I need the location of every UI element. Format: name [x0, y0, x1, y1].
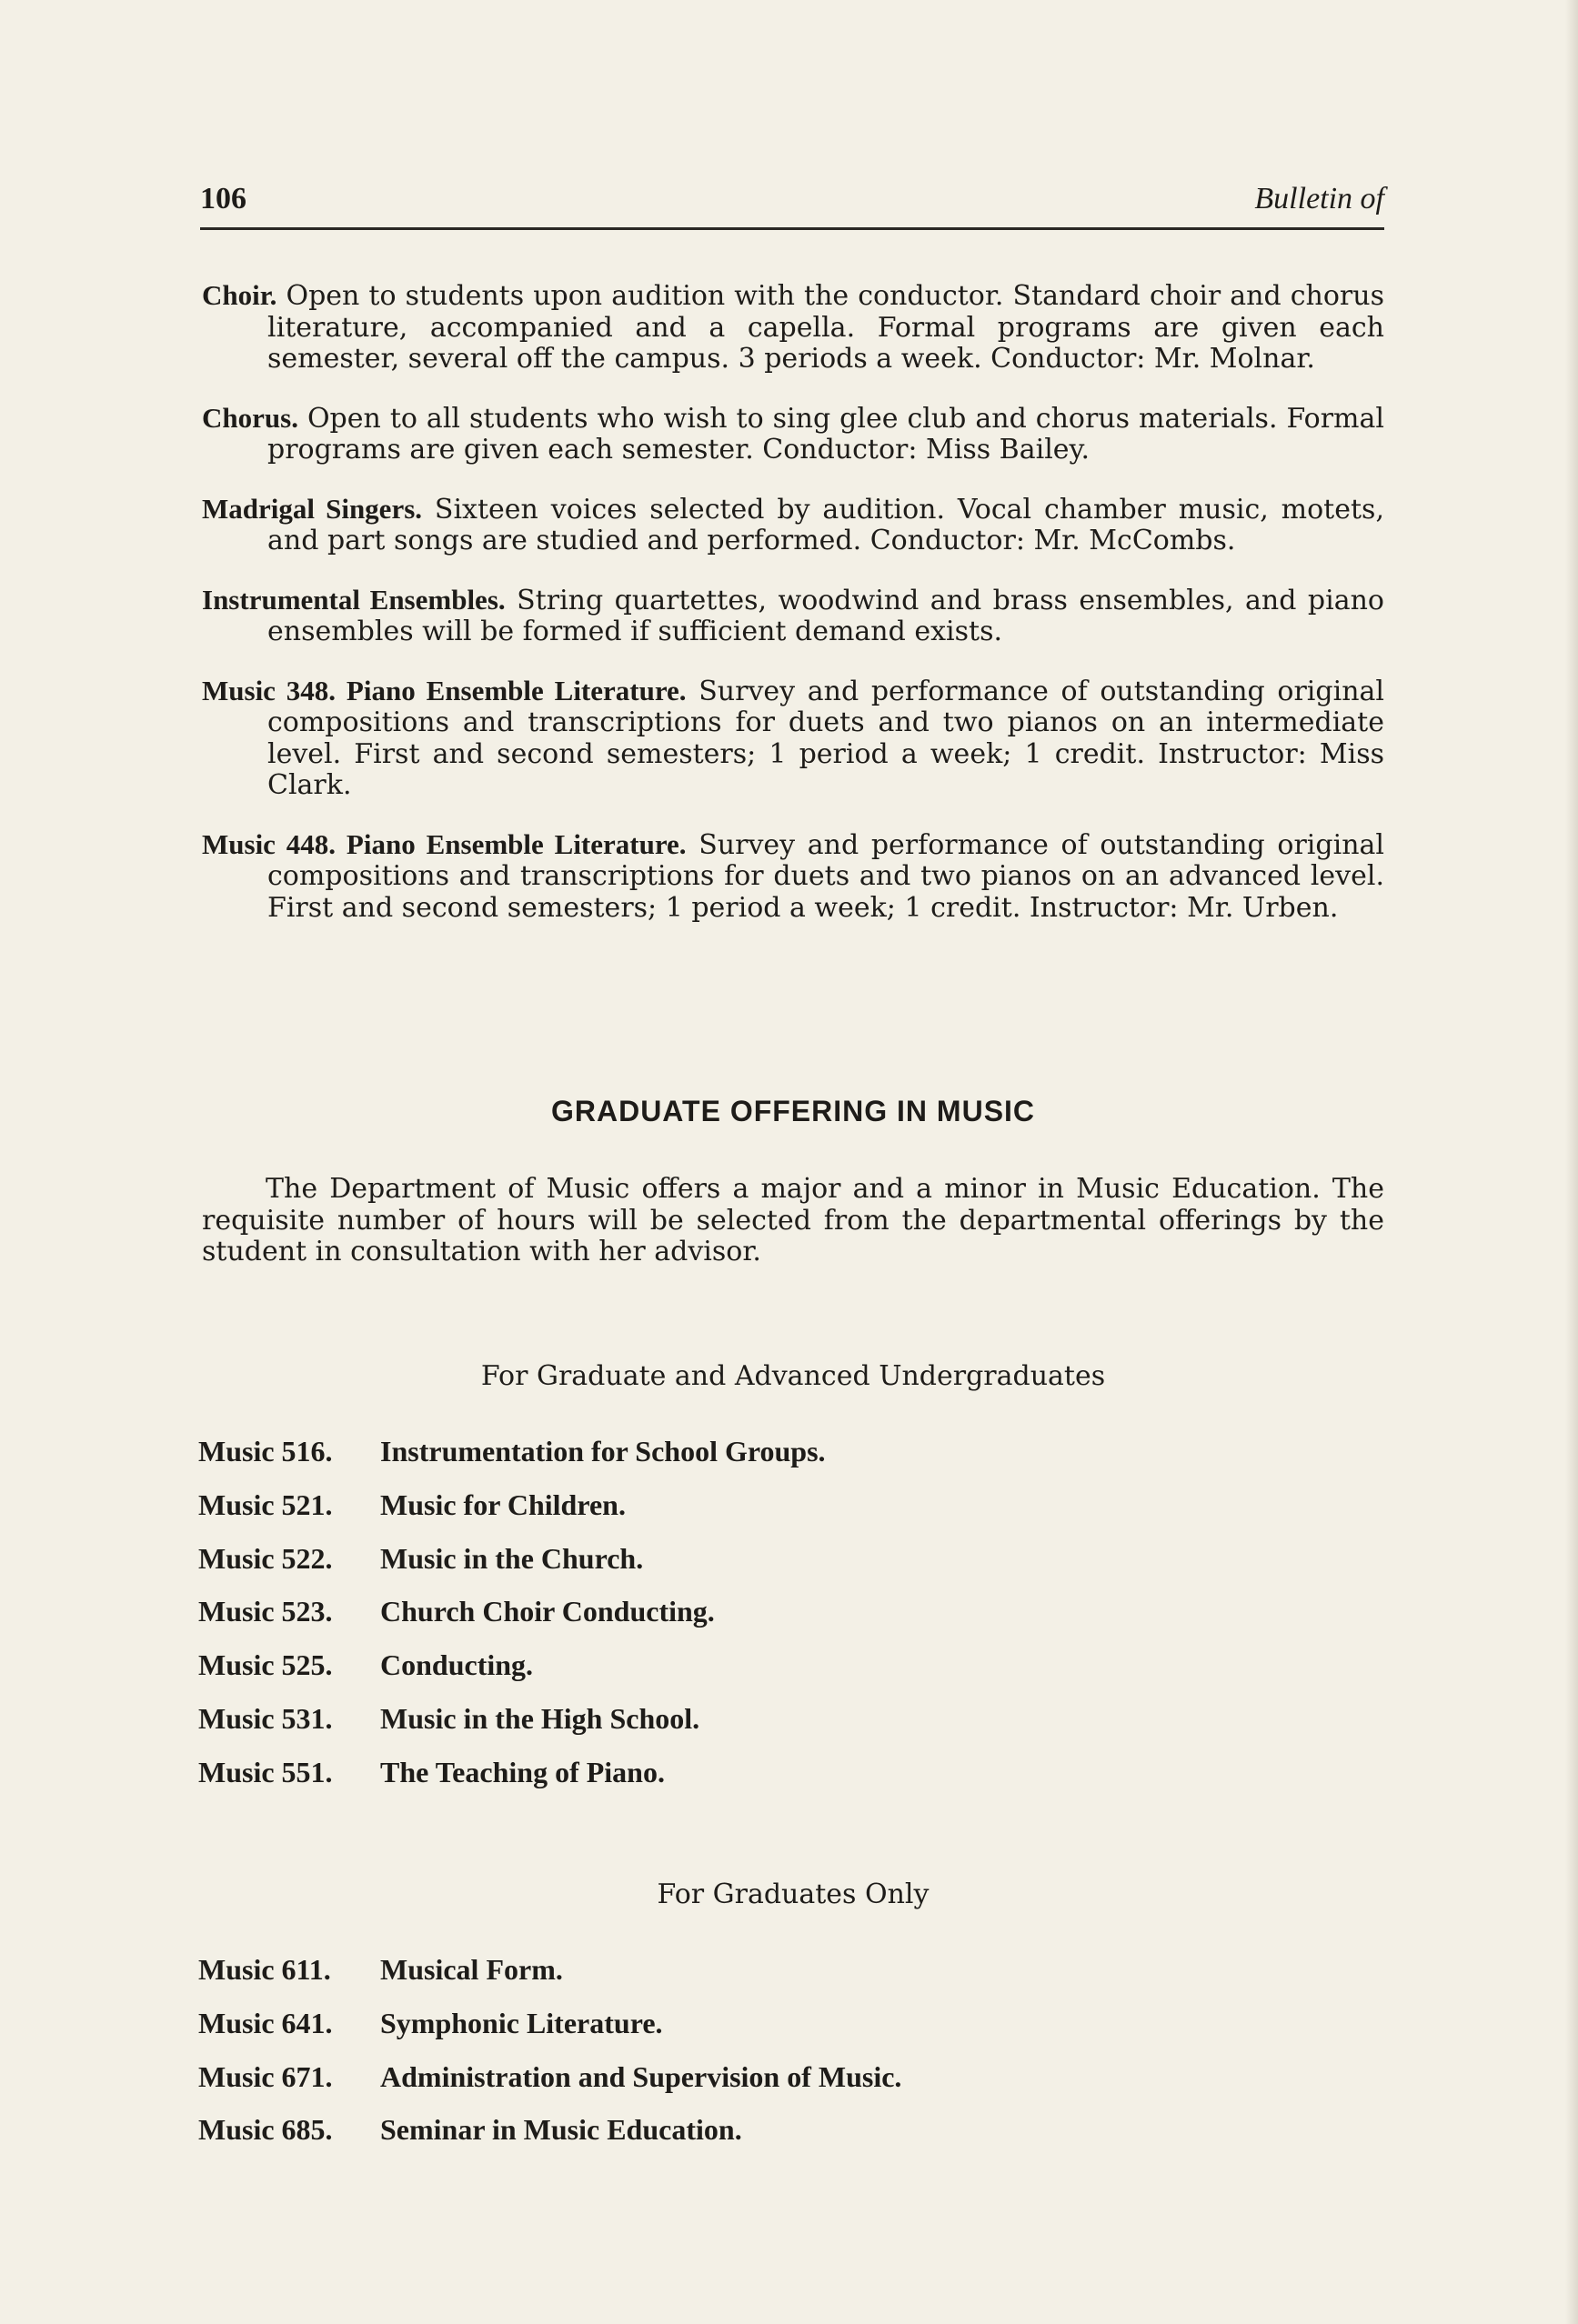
graduate-section-heading: GRADUATE OFFERING IN MUSIC: [550, 1095, 1036, 1127]
course-number: Music 641.: [198, 2006, 333, 2039]
entry-body: Open to students upon audition with the conductor. Standard choir and chorus literature, accompanied and a capella. Formal programs are given each semester, several off the campus. 3 periods a week. Conductor: Mr. Molnar.: [267, 280, 1384, 375]
graduates-only-heading: For Graduates Only: [657, 1878, 930, 1910]
advanced-undergraduates-heading: For Graduate and Advanced Undergraduates: [480, 1360, 1106, 1392]
entry-title: Music 348. Piano Ensemble Literature.: [202, 674, 687, 706]
entry-madrigal-singers: [202, 494, 1384, 557]
list-item: [198, 1595, 1381, 1648]
course-title: The Teaching of Piano.: [380, 1755, 665, 1788]
entry-choir: [202, 280, 1384, 376]
course-number: Music 611.: [198, 1953, 331, 1986]
course-number: Music 551.: [198, 1755, 333, 1788]
course-number: Music 523.: [198, 1595, 333, 1628]
course-title: Music in the Church.: [380, 1541, 644, 1575]
entry-instrumental-ensembles: [202, 585, 1384, 648]
list-item: [198, 1756, 1381, 1809]
list-item: [198, 2060, 1381, 2114]
entry-music-348: [202, 676, 1384, 802]
course-title: Seminar in Music Education.: [380, 2113, 742, 2147]
list-item: [198, 1702, 1381, 1756]
page-edge-shadow: [1565, 0, 1578, 2324]
entry-body: Survey and performance of outstanding original compositions and transcriptions for duets and two pianos on an intermediate level. First and second semesters; 1 period a week; 1 credit. Instructor: Miss Clark.: [267, 675, 1385, 801]
entry-title: Instrumental Ensembles.: [202, 583, 506, 616]
list-item: [198, 1542, 1381, 1596]
entry-body: Survey and performance of outstanding original compositions and transcriptions for duets and two pianos on an advanced level. First and second semesters; 1 period a week; 1 credit. Instructor: Mr. Urben.: [267, 828, 1385, 924]
list-item: [198, 1488, 1381, 1542]
course-number: Music 522.: [198, 1541, 333, 1575]
course-number: Music 525.: [198, 1648, 333, 1682]
list-item: [198, 1953, 1381, 2007]
entry-body: Sixteen voices selected by audition. Vocal chamber music, motets, and part songs are studied and performed. Conductor: Mr. McCombs.: [267, 493, 1384, 556]
entry-body: Open to all students who wish to sing glee club and chorus materials. Formal programs are given each semester. Conductor: Miss Bailey.: [267, 402, 1384, 466]
entry-title: Music 448. Piano Ensemble Literature.: [202, 827, 687, 860]
graduate-course-list: [198, 1953, 1381, 2167]
course-title: Administration and Supervision of Music.: [380, 2059, 902, 2093]
list-item: [198, 1648, 1381, 1702]
course-number: Music 516.: [198, 1435, 333, 1468]
course-title: Instrumentation for School Groups.: [380, 1435, 826, 1468]
entry-title: Chorus.: [202, 401, 298, 434]
course-number: Music 531.: [198, 1701, 333, 1735]
page-header: [200, 182, 1384, 230]
course-title: Music for Children.: [380, 1488, 626, 1521]
running-head: Bulletin of: [1254, 182, 1384, 215]
course-entries: [202, 280, 1384, 945]
list-item: [198, 1435, 1381, 1488]
course-number: Music 685.: [198, 2113, 333, 2147]
list-item: [198, 2007, 1381, 2060]
graduate-intro-paragraph: The Department of Music offers a major and a minor in Music Education. The requisite number of hours will be selected from the departmental offerings by the student in consultation with her advisor.: [202, 1173, 1384, 1267]
course-number: Music 671.: [198, 2059, 333, 2093]
list-item: [198, 2113, 1381, 2167]
course-number: Music 521.: [198, 1488, 333, 1521]
course-title: Symphonic Literature.: [380, 2006, 663, 2039]
advanced-course-list: [198, 1435, 1381, 1809]
course-title: Musical Form.: [380, 1953, 563, 1986]
entry-music-448: [202, 829, 1384, 925]
course-title: Conducting.: [380, 1648, 534, 1682]
entry-chorus: [202, 403, 1384, 466]
course-title: Church Choir Conducting.: [380, 1595, 715, 1628]
entry-body: String quartettes, woodwind and brass ensembles, and piano ensembles will be formed if sufficient demand exists.: [267, 584, 1384, 647]
entry-title: Madrigal Singers.: [202, 492, 423, 525]
course-title: Music in the High School.: [380, 1701, 700, 1735]
entry-title: Choir.: [202, 279, 277, 311]
page-number: 106: [200, 182, 246, 215]
